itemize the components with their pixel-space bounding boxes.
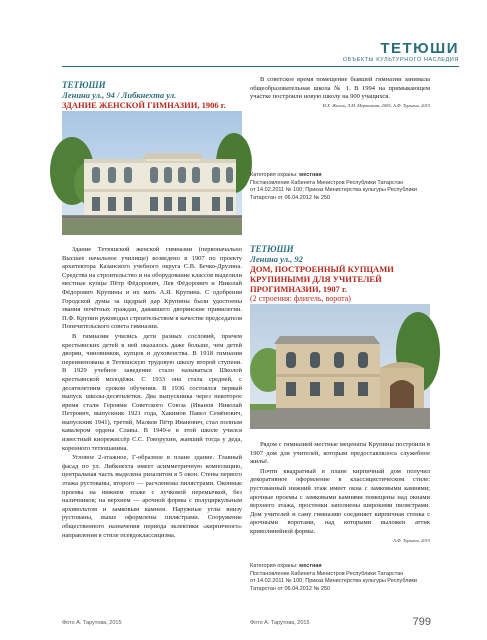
- section1-city: ТЕТЮШИ: [62, 80, 106, 90]
- section2-address: Ленина ул., 92: [250, 254, 303, 264]
- section1-protection-line2: от 14.02.2011 № 100; Приказ Министерства культуры Республики: [250, 187, 417, 193]
- section1-address: Ленина ул., 94 / Либкнехта ул.: [62, 90, 177, 100]
- section2-name-line2: КРУПИНЫМИ ДЛЯ УЧИТЕЛЕЙ: [250, 274, 382, 284]
- section2-protection-line1: Постановление Кабинета Министров Республики Татарстан: [250, 570, 404, 577]
- section2-name-line3: ПРОГИМНАЗИИ, 1907 г.: [250, 284, 348, 294]
- footer-photo-credit-left: Фото А. Тарутова, 2015: [62, 620, 122, 626]
- section1-author-credit: Н.Х. Жилин, Л.М. Мертинова, 2005; А.Ф. Турыгин, 2015: [322, 102, 430, 108]
- teachers-house-photo: [250, 304, 430, 429]
- section2-protection-value: местная: [299, 563, 322, 569]
- section1-protection-value: местная: [299, 172, 322, 178]
- section1-protection-line1: Постановление Кабинета Министров Республики Татарстан: [250, 179, 404, 186]
- section2-heading: [250, 244, 440, 303]
- section1-text-column2: [250, 76, 430, 108]
- section2-paragraph-2: Почти квадратный в плане кирпичный дом получил декоративное оформление в классицистическом стиле: рустованный нижний этаж имеет окна с замковыми камнями; арочные проемы с замковыми камнями помещены над окнами верхнего этажа, простенки заполнены широкими пилястрами. Дом учителей и саму гимназию соединяет кирпичная стенка с арочными воротами, над которыми выложен аттик криволинейной формы.: [250, 467, 430, 535]
- running-header-subtitle: ОБЪЕКТЫ КУЛЬТУРНОГО НАСЛЕДИЯ: [342, 57, 459, 63]
- section2-city: ТЕТЮШИ: [250, 244, 294, 254]
- header-rule: [62, 66, 459, 67]
- section1-protection-label: Категория охраны:: [250, 172, 298, 178]
- section1-paragraph-3: Угловое 2-этажное, Г-образное в плане здание. Главный фасад по ул. Либкнехта имеет асимметричную композицию, центральная часть выделена ризалитом в 5 окон. Стены первого этажа рустованы, второго — расчленены пилястрами. Оконные проемы на нижнем этаже с лучковой перемычкой, без наличников; на верхнем — арочной формы с полуциркульным архивольтом и замковым камнем. Наружные углы внизу рустованы, выше оформлены пилястрами. Сооружение общественного назначения периода эклектики «кирпичного» направления в стиле псевдоклассицизма.: [62, 454, 242, 539]
- section2-protection-line3: Татарстан от 06.04.2012 № 250: [250, 585, 331, 592]
- section2-protection-line2: от 14.02.2011 № 100; Приказ Министерства культуры Республики: [250, 578, 417, 584]
- teachers-house-photo-image: [250, 304, 430, 429]
- section2-note: (2 строения: флигель, ворота): [250, 294, 351, 303]
- section1-protection: [250, 172, 440, 202]
- gymnasium-photo: [62, 111, 242, 235]
- footer-photo-credit-right: Фото А. Тарутова, 2015: [250, 620, 310, 626]
- section2-paragraph-1: Рядом с гимназией местные меценаты Крупины построили в 1907 дом для учителей, которым предоставлялось служебное жильё.: [250, 441, 430, 466]
- section1-name: ЗДАНИЕ ЖЕНСКОЙ ГИМНАЗИИ, 1906 г.: [62, 100, 226, 110]
- section2-protection: [250, 563, 440, 593]
- gymnasium-photo-image: [62, 111, 242, 235]
- section1-protection-line3: Татарстан от 06.04.2012 № 250: [250, 194, 331, 201]
- section1-paragraph-1: Здание Тетюшской женской гимназии (первоначально Высшее начальное училище) возведено в 1907 по проекту архитектора Казанского учебного округа С.В. Бечко-Друзина. Средства на строительство и на оборудование классов выделили местные купцы Пётр Фёдорович, Лев Фёдорович и Николай Фёдорович Крупины и их мать А.Я. Крупина. С одобрения Городской думы за щедрый дар Крупины были удостоены звания почётных граждан, дававшего дворянские привилегии. П.Ф. Крупин руководил строительством в качестве председателя Попечительского совета гимназии.: [62, 246, 242, 331]
- section1-heading: [62, 80, 242, 110]
- section2-name-line1: ДОМ, ПОСТРОЕННЫЙ КУПЦАМИ: [250, 264, 394, 274]
- running-header-title: ТЕТЮШИ: [380, 40, 459, 57]
- section2-author-credit: А.Ф. Турыгин, 2015: [393, 537, 430, 543]
- section2-text: [250, 441, 430, 543]
- section2-protection-label: Категория охраны:: [250, 563, 298, 569]
- section1-text-column1: [62, 246, 242, 539]
- section1-paragraph-4: В советское время помещение бывшей гимназии занимала общеобразовательная школа № 1. В 1994 на примыкающем участке построили новую школу на 900 учащихся.: [250, 76, 430, 101]
- page-number: 799: [412, 616, 431, 628]
- section1-paragraph-2: В гимназии учились дети разных сословий, причем крестьянских детей в ней оказалось даже больше, чем детей дворян, чиновников, купцов и духовенства. В 1918 гимназия переименована в Тетюшскую трудовую школу второй ступени. В 1929 учебное заведение стало называться Школой крестьянской молодёжи. С 1933 она стала средней, с десятилетним сроком обучения. В 1936 состоялся первый выпуск школы-десятилетки. Два выпускника через некоторое время стали Героями Советского Союза (Иванов Николай Петрович, выпускник 1921 года, Хакимов Павел Семёнович, выпускник 1941), третий, Малков Пётр Иванович, стал полным кавалером ордена Славы. В 1949-е в этой школе учился известный киорежиссёр С.С. Говорухин, жанший тогда у деда, коренного тетюшанина.: [62, 332, 242, 452]
